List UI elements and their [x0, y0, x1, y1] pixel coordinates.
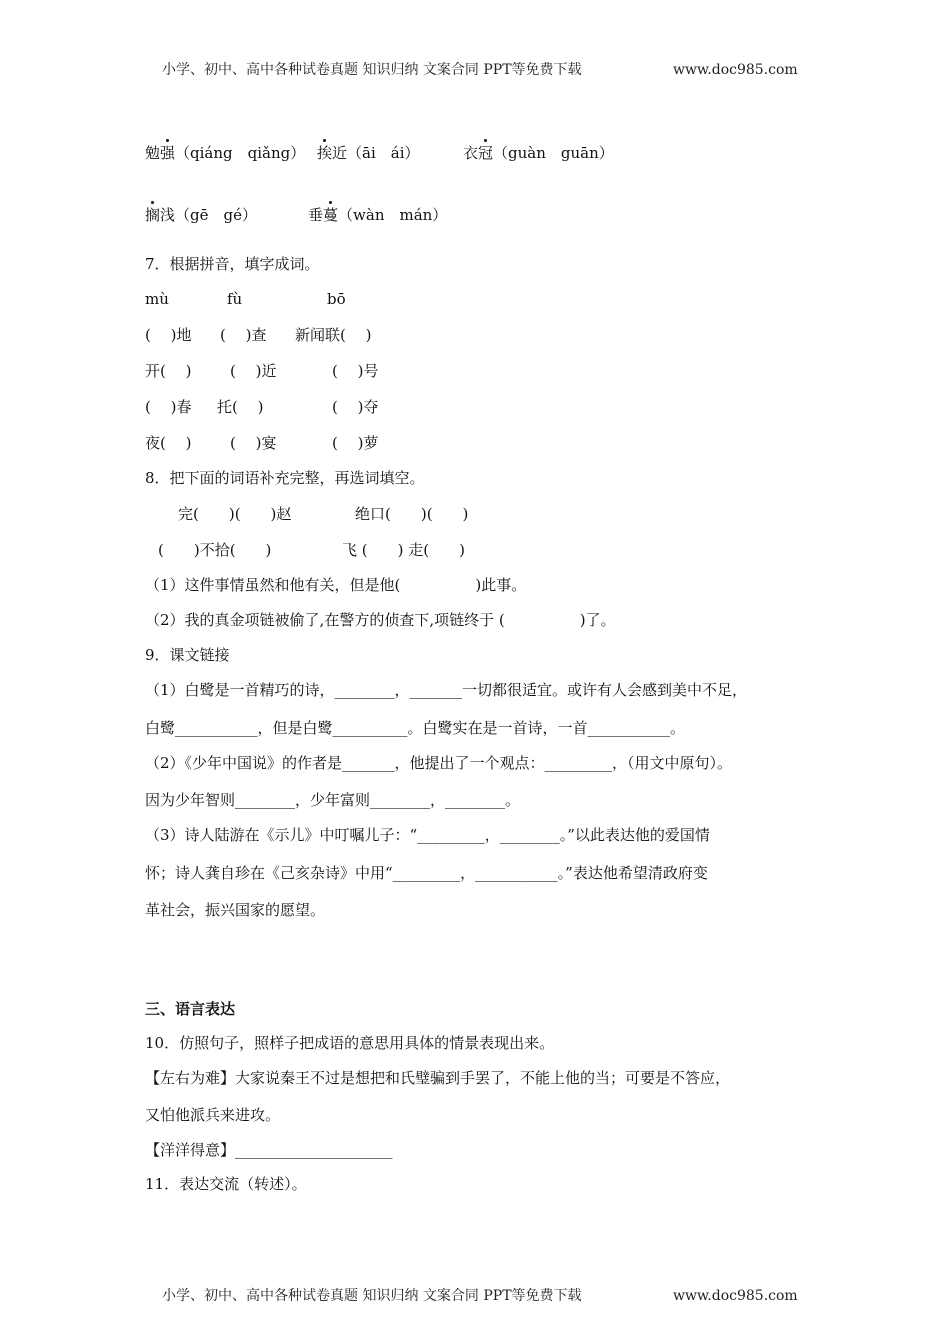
dotted-char: 强 — [160, 144, 176, 162]
q7-blank: ( )萝 — [332, 434, 379, 452]
q6-item-3: 衣冠（guàn guān） — [463, 144, 614, 162]
q9-p3-line1: （3）诗人陆游在《示儿》中叮嘱儿子：“_________，________。”以此表达他的爱国情 — [145, 826, 710, 844]
dotted-char: 搁 — [145, 206, 161, 224]
header-site: www.doc985.com — [673, 62, 798, 78]
q7-title: 7．根据拼音，填字成词。 — [145, 255, 320, 273]
q9-p3-line3: 革社会，振兴国家的愿望。 — [145, 901, 326, 919]
dotted-char: 挨 — [317, 144, 333, 162]
dotted-char: 蔓 — [323, 206, 339, 224]
q7-blank: ( )宴 — [230, 434, 277, 452]
q8-sentence-1: （1）这件事情虽然和他有关，但是他( )此事。 — [145, 576, 527, 594]
q9-p2-line1: （2）《少年中国说》的作者是_______，他提出了一个观点：_________，（用文中原句）。 — [145, 754, 733, 772]
q7-blank: ( )号 — [332, 362, 379, 380]
q9-p3-line2: 怀；诗人龚自珍在《己亥杂诗》中用“_________，___________。”表达他希望清政府变 — [145, 864, 708, 882]
q7-blank: ( )查 — [220, 326, 267, 344]
footer-text: 小学、初中、高中各种试卷真题 知识归纳 文案合同 PPT等免费下载 — [162, 1288, 582, 1304]
q8-word: 飞 ( ) 走( ) — [342, 541, 465, 559]
q8-word: 完( )( )赵 — [178, 505, 292, 523]
q7-blank: 新闻联( ) — [295, 326, 372, 344]
section-3-title: 三、语言表达 — [145, 1000, 236, 1018]
q10-task: 【洋洋得意】_____________________ — [145, 1141, 393, 1159]
q6-item-4: 搁浅（gē gé） — [145, 206, 257, 224]
q7-blank: ( )近 — [230, 362, 277, 380]
q8-title: 8．把下面的词语补充完整，再选词填空。 — [145, 469, 425, 487]
q10-example-line1: 【左右为难】大家说秦王不过是想把和氏璧骗到手罢了，不能上他的当；可要是不答应， — [145, 1069, 731, 1087]
q8-sentence-2: （2）我的真金项链被偷了,在警方的侦查下,项链终于 ( )了。 — [145, 611, 616, 629]
q9-p1-line2: 白鹭___________，但是白鹭__________。白鹭实在是一首诗，一首___________。 — [145, 719, 686, 737]
q11-title: 11．表达交流（转述）。 — [145, 1175, 307, 1193]
q9-title: 9．课文链接 — [145, 646, 230, 664]
q10-example-line2: 又怕他派兵来进攻。 — [145, 1106, 281, 1124]
q6-item-1: 勉强（qiáng qiǎng） — [145, 144, 306, 162]
q7-pinyin-1: mù — [145, 290, 169, 308]
q10-title: 10．仿照句子，照样子把成语的意思用具体的情景表现出来。 — [145, 1034, 555, 1052]
header-text: 小学、初中、高中各种试卷真题 知识归纳 文案合同 PPT等免费下载 — [162, 62, 582, 78]
q9-p2-line2: 因为少年智则________，少年富则________，________。 — [145, 791, 521, 809]
q8-word: ( )不拾( ) — [158, 541, 272, 559]
q7-blank: 开( ) — [145, 362, 192, 380]
q7-blank: ( )春 — [145, 398, 192, 416]
q9-p1-line1: （1）白鹭是一首精巧的诗，________，_______一切都很适宜。或许有人会感到美中不足， — [145, 681, 748, 699]
q7-blank: ( )夺 — [332, 398, 379, 416]
q7-blank: ( )地 — [145, 326, 192, 344]
q6-item-2: 挨近（āi ái） — [317, 144, 420, 162]
q7-pinyin-3: bō — [327, 290, 346, 308]
dotted-char: 冠 — [478, 144, 494, 162]
q7-blank: 夜( ) — [145, 434, 192, 452]
q8-word: 绝口( )( ) — [355, 505, 469, 523]
footer-site: www.doc985.com — [673, 1288, 798, 1304]
q6-item-5: 垂蔓（wàn mán） — [308, 206, 448, 224]
q7-pinyin-2: fù — [227, 290, 243, 308]
q7-blank: 托( ) — [217, 398, 264, 416]
